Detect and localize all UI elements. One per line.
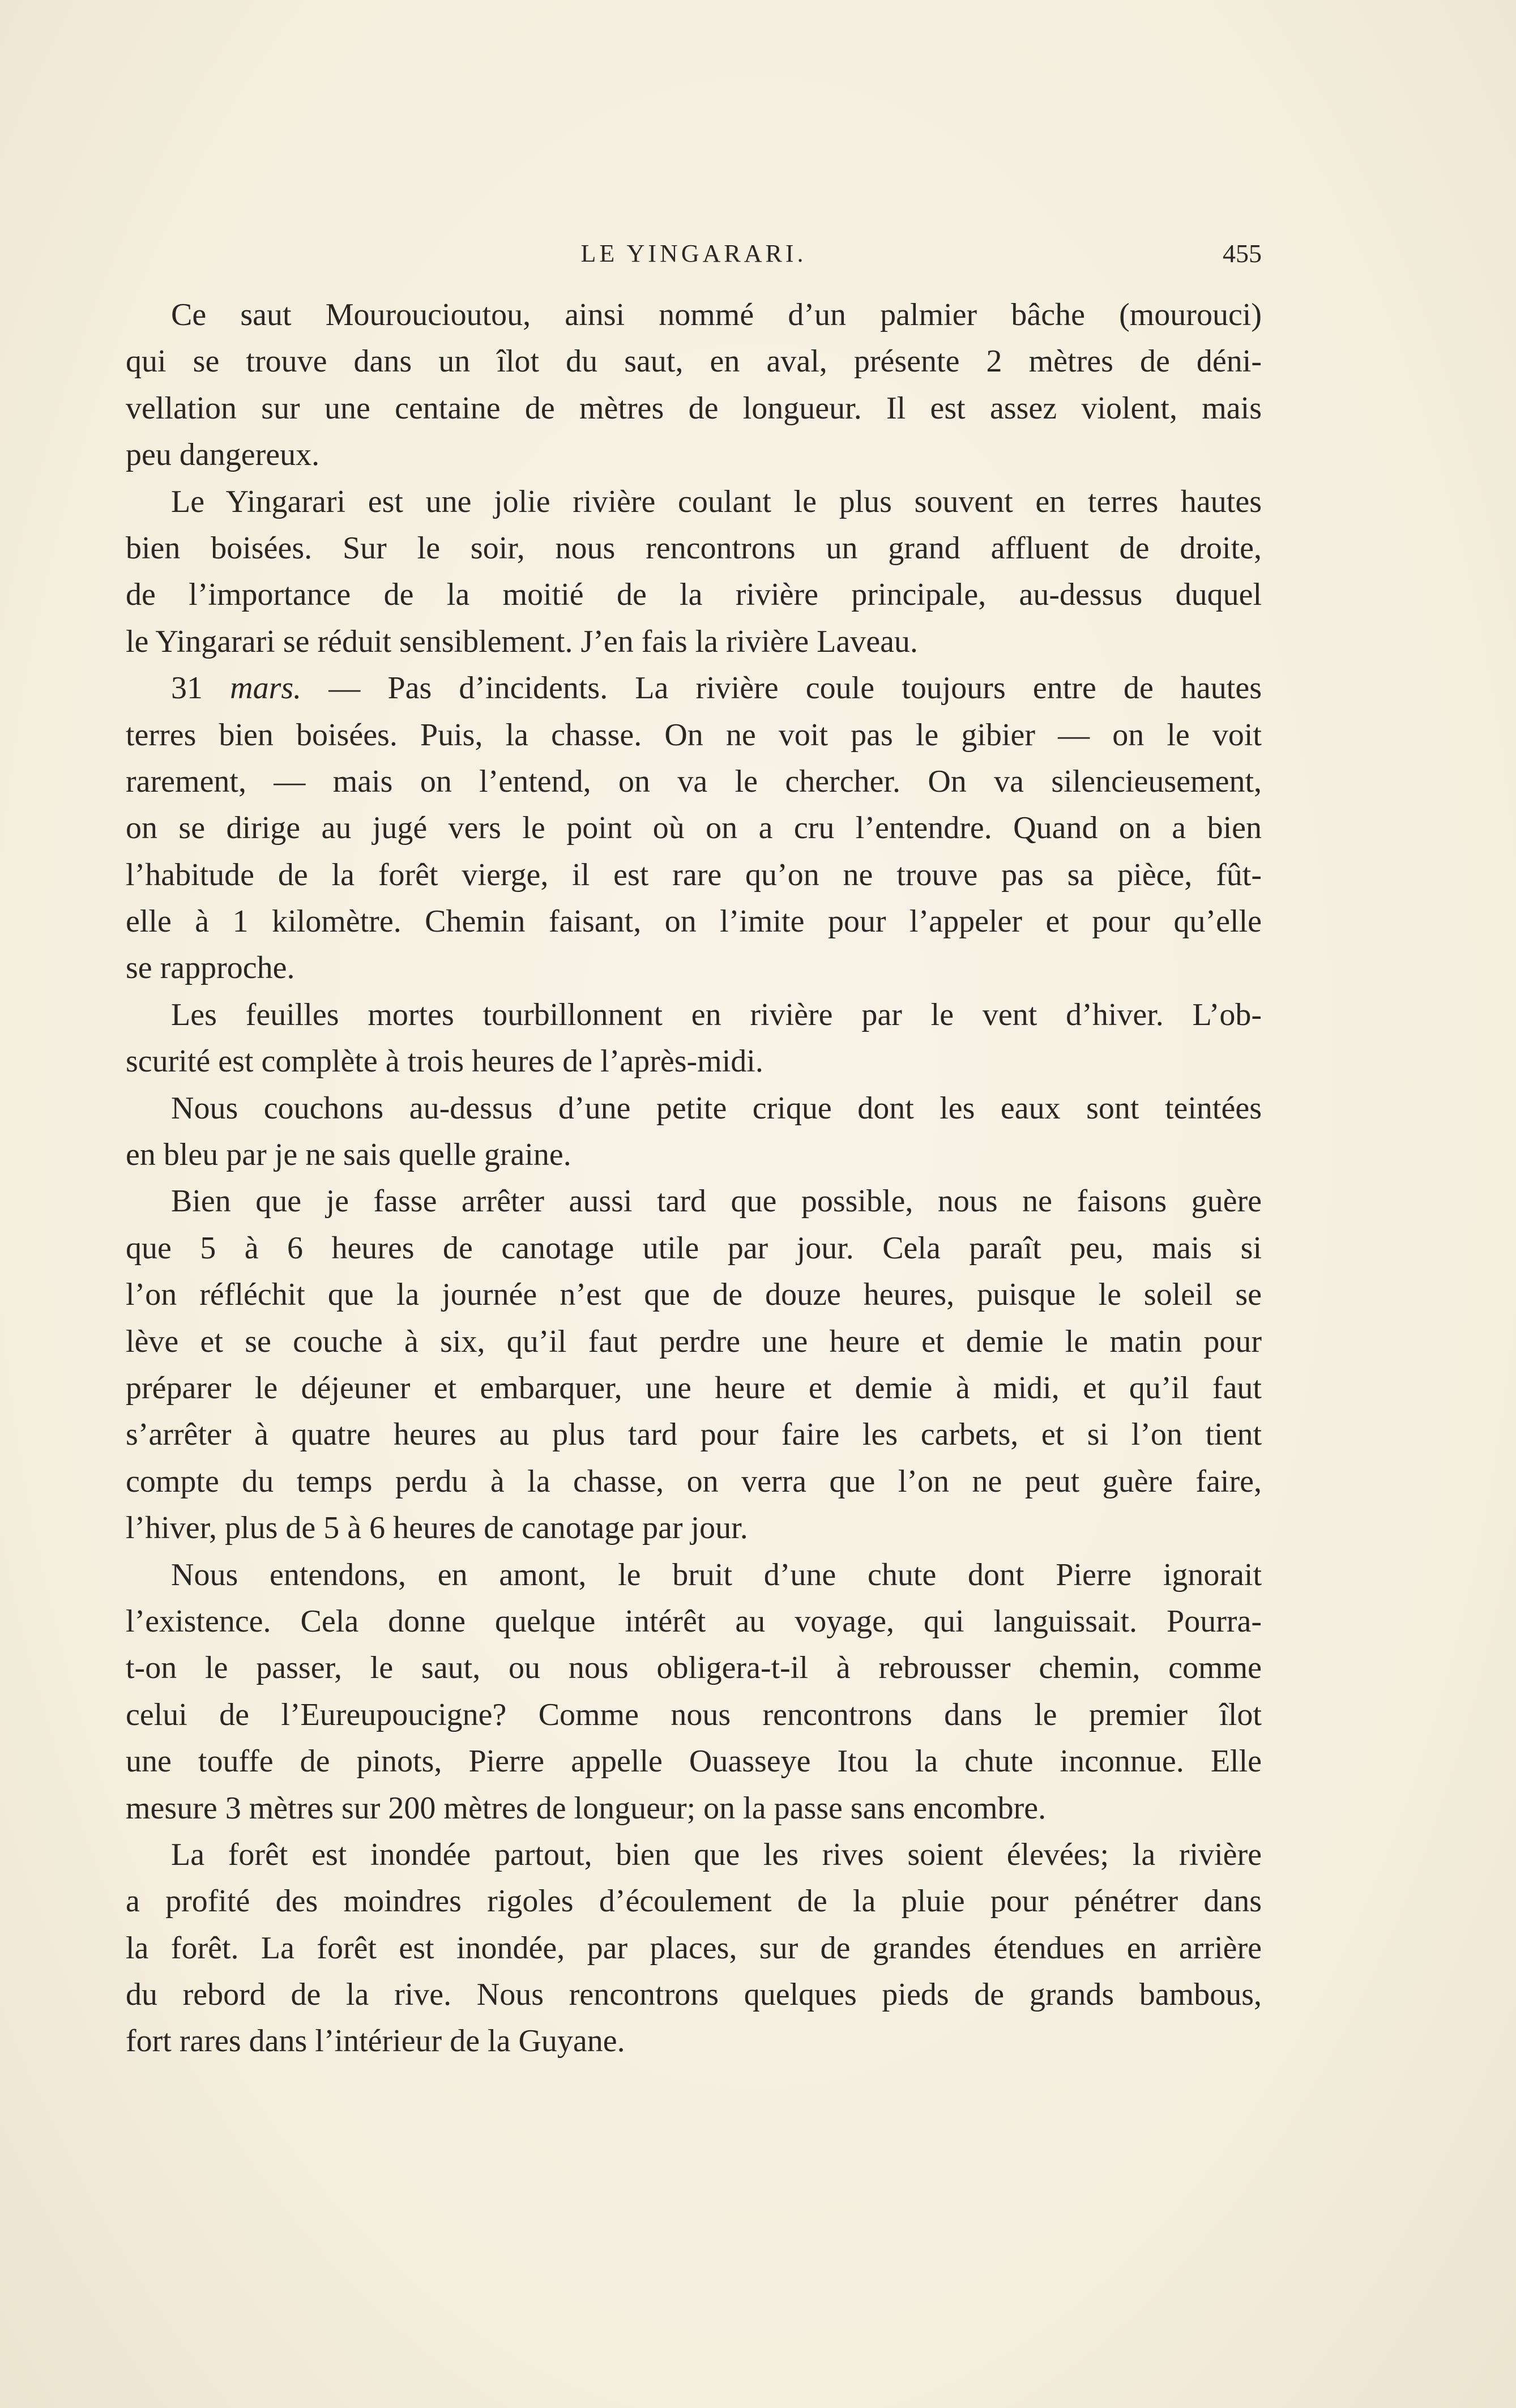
text-line: Le Yingarari est une jolie rivière coulant le plus souvent en terres hautes bbox=[171, 484, 1262, 519]
text-line: fort rares dans l’intérieur de la Guyane. bbox=[126, 2023, 625, 2059]
text-line: terres bien boisées. Puis, la chasse. On ne voit pas le gibier — on le voit bbox=[126, 717, 1262, 753]
text-line: Bien que je fasse arrêter aussi tard que possible, nous ne faisons guère bbox=[171, 1184, 1262, 1219]
text-line: que 5 à 6 heures de canotage utile par jour. Cela paraît peu, mais si bbox=[126, 1230, 1262, 1266]
entry-text: — Pas d’incidents. La rivière coule toujours entre de hautes bbox=[301, 671, 1262, 706]
text-line: bien boisées. Sur le soir, nous rencontrons un grand affluent de droite, bbox=[126, 530, 1262, 566]
text-line: Nous couchons au-dessus d’une petite crique dont les eaux sont teintées bbox=[171, 1090, 1262, 1126]
text-line: le Yingarari se réduit sensiblement. J’en fais la rivière Laveau. bbox=[126, 624, 918, 659]
text-line: préparer le déjeuner et embarquer, une heure et demie à midi, et qu’il faut bbox=[126, 1370, 1262, 1406]
text-line: l’habitude de la forêt vierge, il est rare qu’on ne trouve pas sa pièce, fût- bbox=[126, 857, 1262, 893]
text-line: du rebord de la rive. Nous rencontrons quelques pieds de grands bambous, bbox=[126, 1977, 1262, 2013]
text-line: de l’importance de la moitié de la rivière principale, au-dessus duquel bbox=[126, 577, 1262, 613]
text-line: rarement, — mais on l’entend, on va le chercher. On va silencieusement, bbox=[126, 763, 1262, 799]
text-line: l’on réfléchit que la journée n’est que de douze heures, puisque le soleil se bbox=[126, 1277, 1262, 1313]
text-line: on se dirige au jugé vers le point où on a cru l’entendre. Quand on a bien bbox=[126, 810, 1262, 846]
text-line: s’arrêter à quatre heures au plus tard pour faire les carbets, et si l’on tient bbox=[126, 1417, 1262, 1453]
text-line: compte du temps perdu à la chasse, on verra que l’on ne peut guère faire, bbox=[126, 1463, 1262, 1499]
text-line: scurité est complète à trois heures de l’après-midi. bbox=[126, 1044, 763, 1079]
body-text bbox=[126, 292, 1262, 2065]
text-line: celui de l’Eureupoucigne? Comme nous rencontrons dans le premier îlot bbox=[126, 1697, 1262, 1732]
text-line: qui se trouve dans un îlot du saut, en aval, présente 2 mètres de déni- bbox=[126, 344, 1262, 379]
text-line: Les feuilles mortes tourbillonnent en rivière par le vent d’hiver. L’ob- bbox=[171, 997, 1262, 1032]
dated-entry-line bbox=[126, 665, 1262, 711]
text-line: l’hiver, plus de 5 à 6 heures de canotage par jour. bbox=[126, 1510, 748, 1546]
entry-date-month: mars. bbox=[230, 671, 302, 706]
text-line: une touffe de pinots, Pierre appelle Ouasseye Itou la chute inconnue. Elle bbox=[126, 1744, 1262, 1779]
text-line: La forêt est inondée partout, bien que les rives soient élevées; la rivière bbox=[171, 1837, 1262, 1872]
text-line: elle à 1 kilomètre. Chemin faisant, on l’imite pour l’appeler et pour qu’elle bbox=[126, 904, 1262, 940]
page-number: 455 bbox=[1223, 239, 1262, 268]
text-line: la forêt. La forêt est inondée, par places, sur de grandes étendues en arrière bbox=[126, 1930, 1262, 1966]
text-line: l’existence. Cela donne quelque intérêt au voyage, qui languissait. Pourra- bbox=[126, 1603, 1262, 1639]
text-line: a profité des moindres rigoles d’écoulement de la pluie pour pénétrer dans bbox=[126, 1884, 1262, 1919]
text-line: peu dangereux. bbox=[126, 437, 320, 473]
text-line: lève et se couche à six, qu’il faut perdre une heure et demie le matin pour bbox=[126, 1323, 1262, 1359]
text-line: Ce saut Mouroucioutou, ainsi nommé d’un palmier bâche (mourouci) bbox=[171, 297, 1262, 332]
text-line: vellation sur une centaine de mètres de longueur. Il est assez violent, mais bbox=[126, 390, 1262, 426]
page-header bbox=[126, 231, 1262, 276]
text-line: Nous entendons, en amont, le bruit d’une chute dont Pierre ignorait bbox=[171, 1557, 1262, 1592]
text-line: se rapproche. bbox=[126, 950, 295, 986]
entry-date-day: 31 bbox=[171, 671, 203, 706]
text-line: t-on le passer, le saut, ou nous obligera-t-il à rebrousser chemin, comme bbox=[126, 1650, 1262, 1686]
running-title: LE YINGARARI. bbox=[580, 240, 807, 267]
text-line: en bleu par je ne sais quelle graine. bbox=[126, 1137, 571, 1173]
text-line: mesure 3 mètres sur 200 mètres de longueur; on la passe sans encombre. bbox=[126, 1790, 1047, 1826]
